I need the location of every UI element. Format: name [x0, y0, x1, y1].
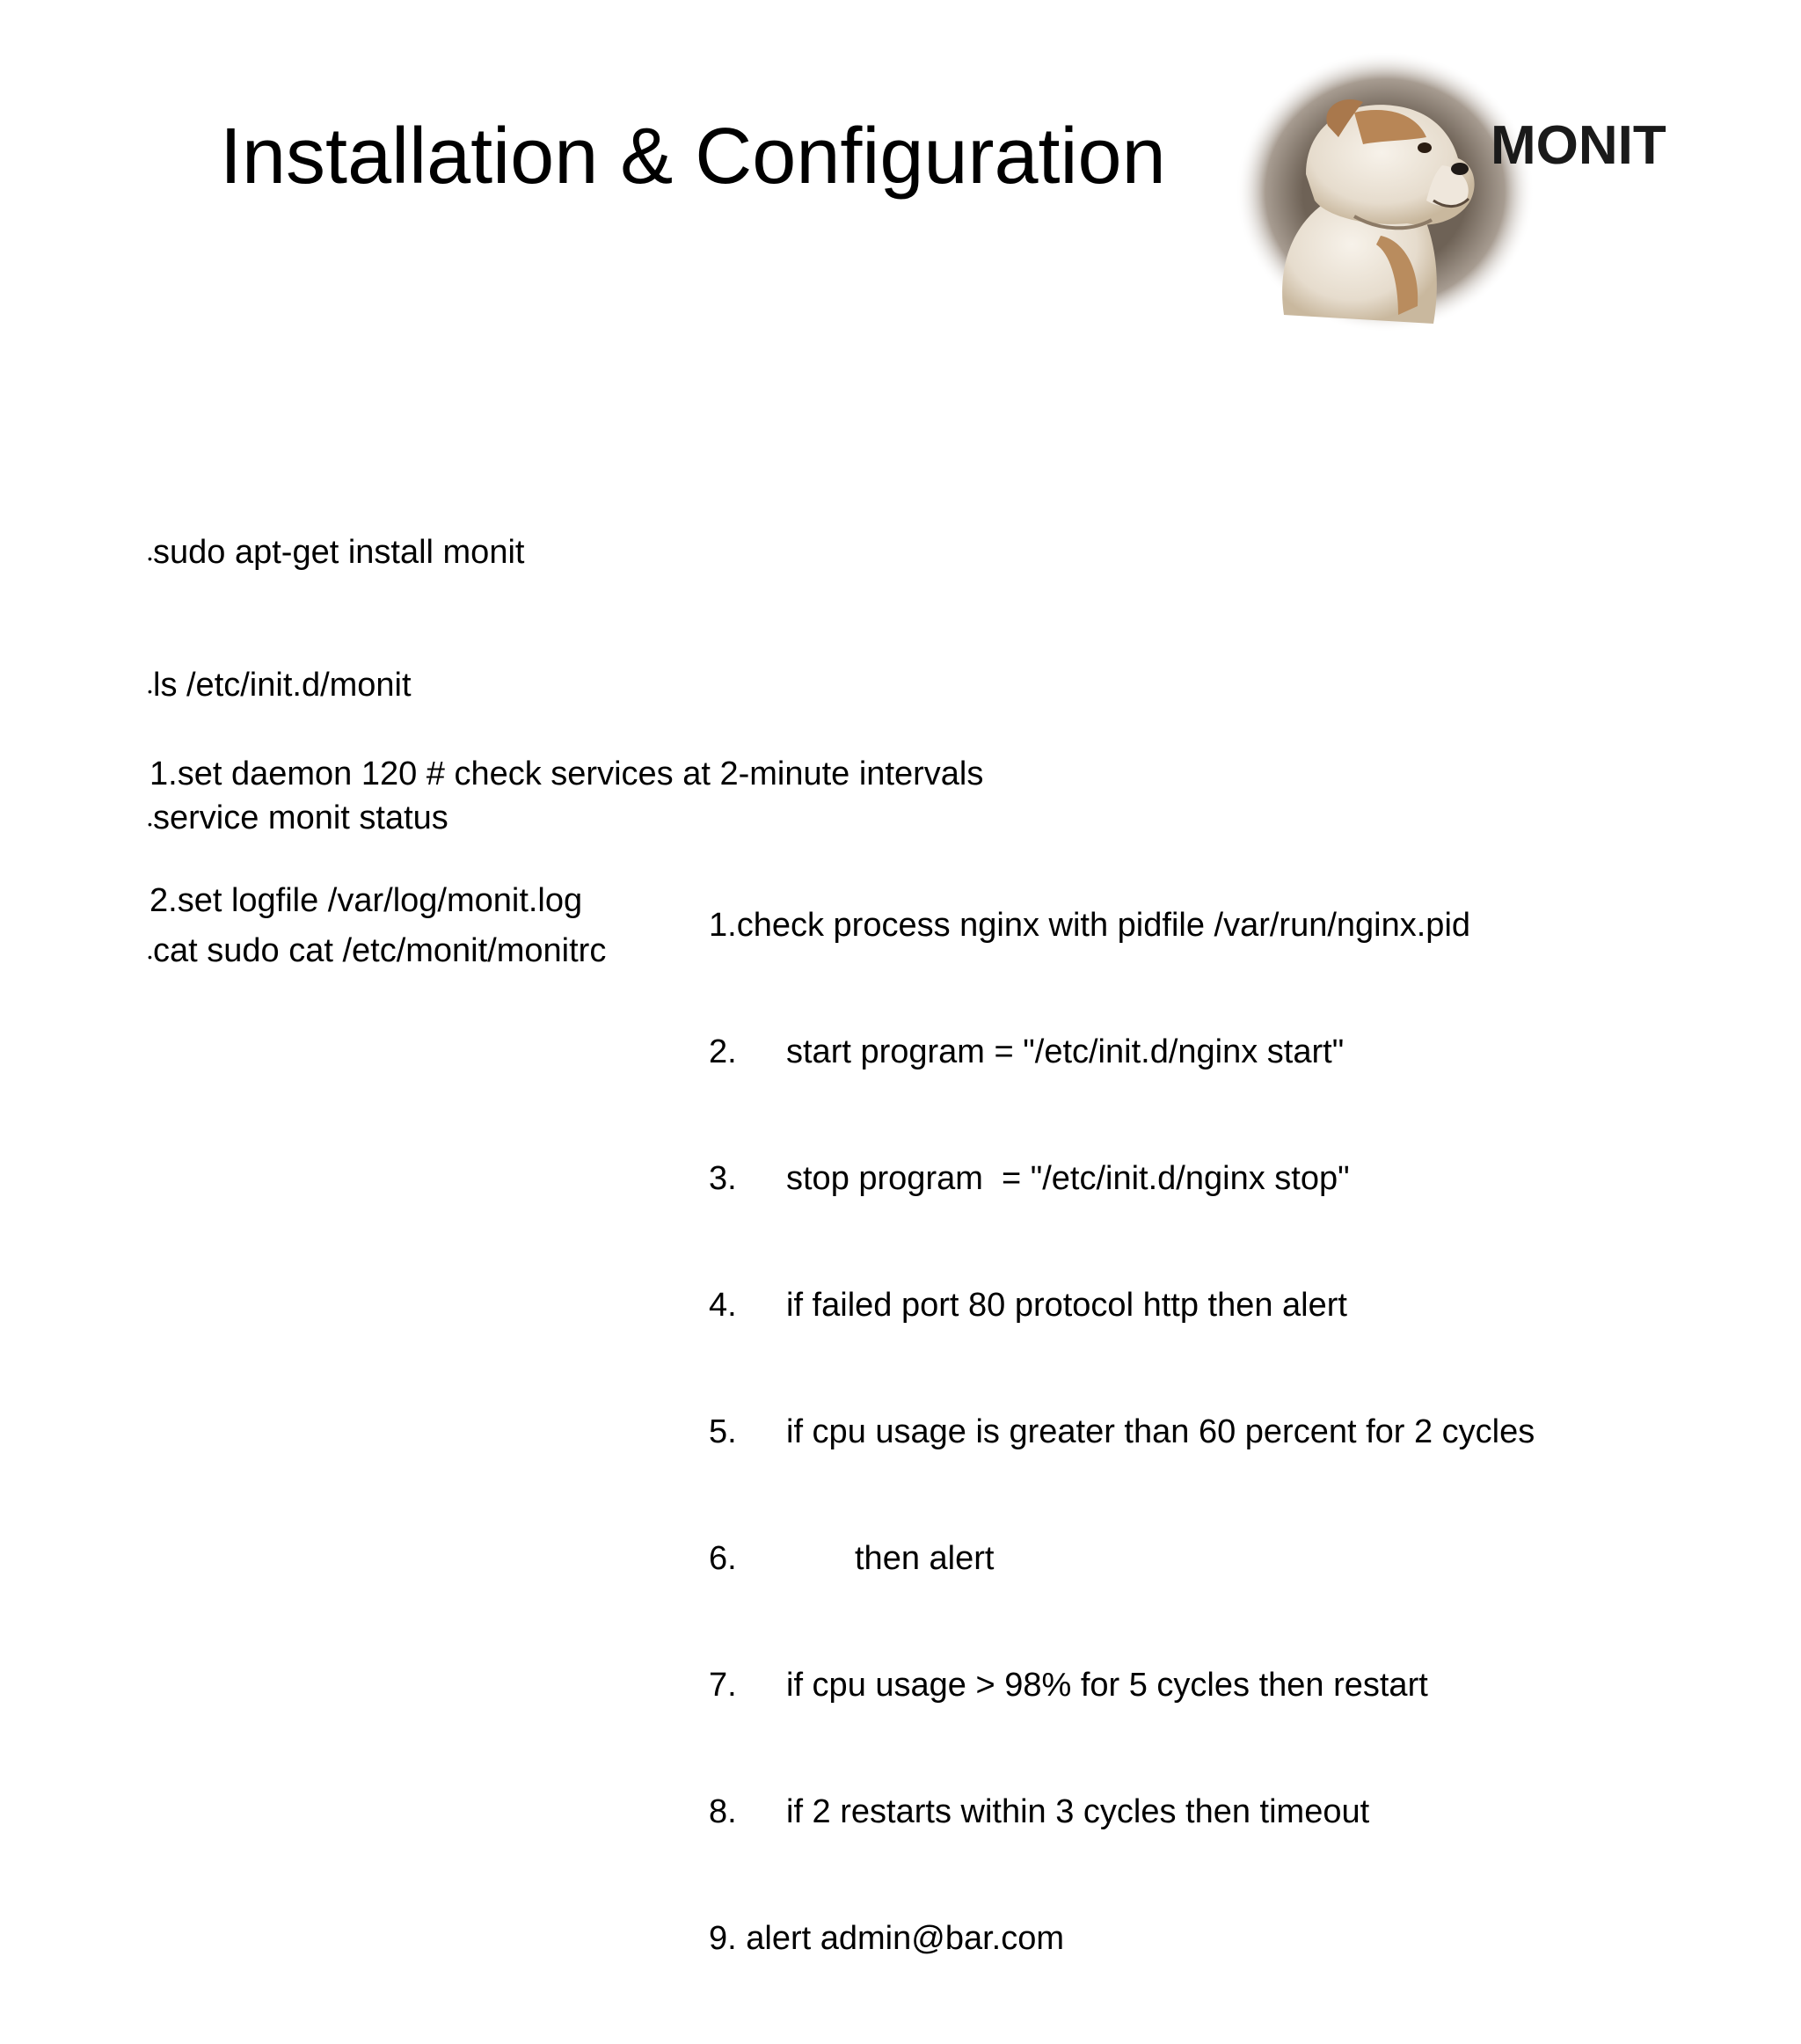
list-item: 1.set daemon 120 # check services at 2-minute intervals	[149, 756, 984, 792]
config-line: check process nginx with pidfile /var/run/nginx.pid	[736, 907, 1471, 944]
config-line: stop program = "/etc/init.d/nginx stop"	[786, 1160, 1350, 1197]
line-number: 6.	[709, 1540, 737, 1577]
list-item	[148, 531, 606, 580]
list-item	[709, 1537, 1535, 1580]
line-number: 8.	[709, 1793, 737, 1830]
config-line: start program = "/etc/init.d/nginx start"	[786, 1033, 1345, 1070]
bullet: •	[148, 950, 152, 964]
list-item	[709, 1284, 1535, 1326]
line-number: 1.	[709, 907, 737, 944]
list-item	[709, 1411, 1535, 1453]
install-command: ls /etc/init.d/monit	[153, 667, 412, 704]
config-line: then alert	[855, 1540, 995, 1577]
install-command: cat sudo cat /etc/monit/monitrc	[153, 932, 607, 969]
config-line: if failed port 80 protocol http then alert	[786, 1287, 1347, 1324]
logo-text: MONIT	[1491, 115, 1666, 176]
monit-logo	[1222, 60, 1750, 332]
bullet: •	[148, 817, 152, 831]
config-line: alert admin@bar.com	[746, 1920, 1064, 1957]
config-line: if cpu usage is greater than 60 percent for 2 cycles	[786, 1413, 1535, 1450]
list-item	[709, 1917, 1535, 1960]
config-line: if cpu usage > 98% for 5 cycles then restart	[786, 1667, 1428, 1704]
config-line: if 2 restarts within 3 cycles then timeout	[786, 1793, 1370, 1830]
list-item	[709, 1031, 1535, 1073]
install-command: service monit status	[153, 799, 448, 836]
install-command: sudo apt-get install monit	[153, 534, 525, 571]
line-number: 7.	[709, 1667, 737, 1704]
list-item	[709, 1791, 1535, 1833]
line-number: 3.	[709, 1160, 737, 1197]
list-item	[709, 1157, 1535, 1200]
bullet: •	[148, 684, 152, 698]
bulldog-logo-icon	[1222, 60, 1750, 332]
line-number: 4.	[709, 1287, 737, 1324]
bullet: •	[148, 551, 152, 566]
list-item	[709, 1664, 1535, 1706]
list-item	[709, 904, 1535, 946]
nginx-config-list	[709, 820, 1535, 2044]
line-number: 9.	[709, 1920, 737, 1957]
list-item: 2.set logfile /var/log/monit.log	[149, 882, 583, 919]
line-number: 5.	[709, 1413, 737, 1450]
line-number: 2.	[709, 1033, 737, 1070]
slide-title: Installation & Configuration	[220, 113, 1166, 201]
